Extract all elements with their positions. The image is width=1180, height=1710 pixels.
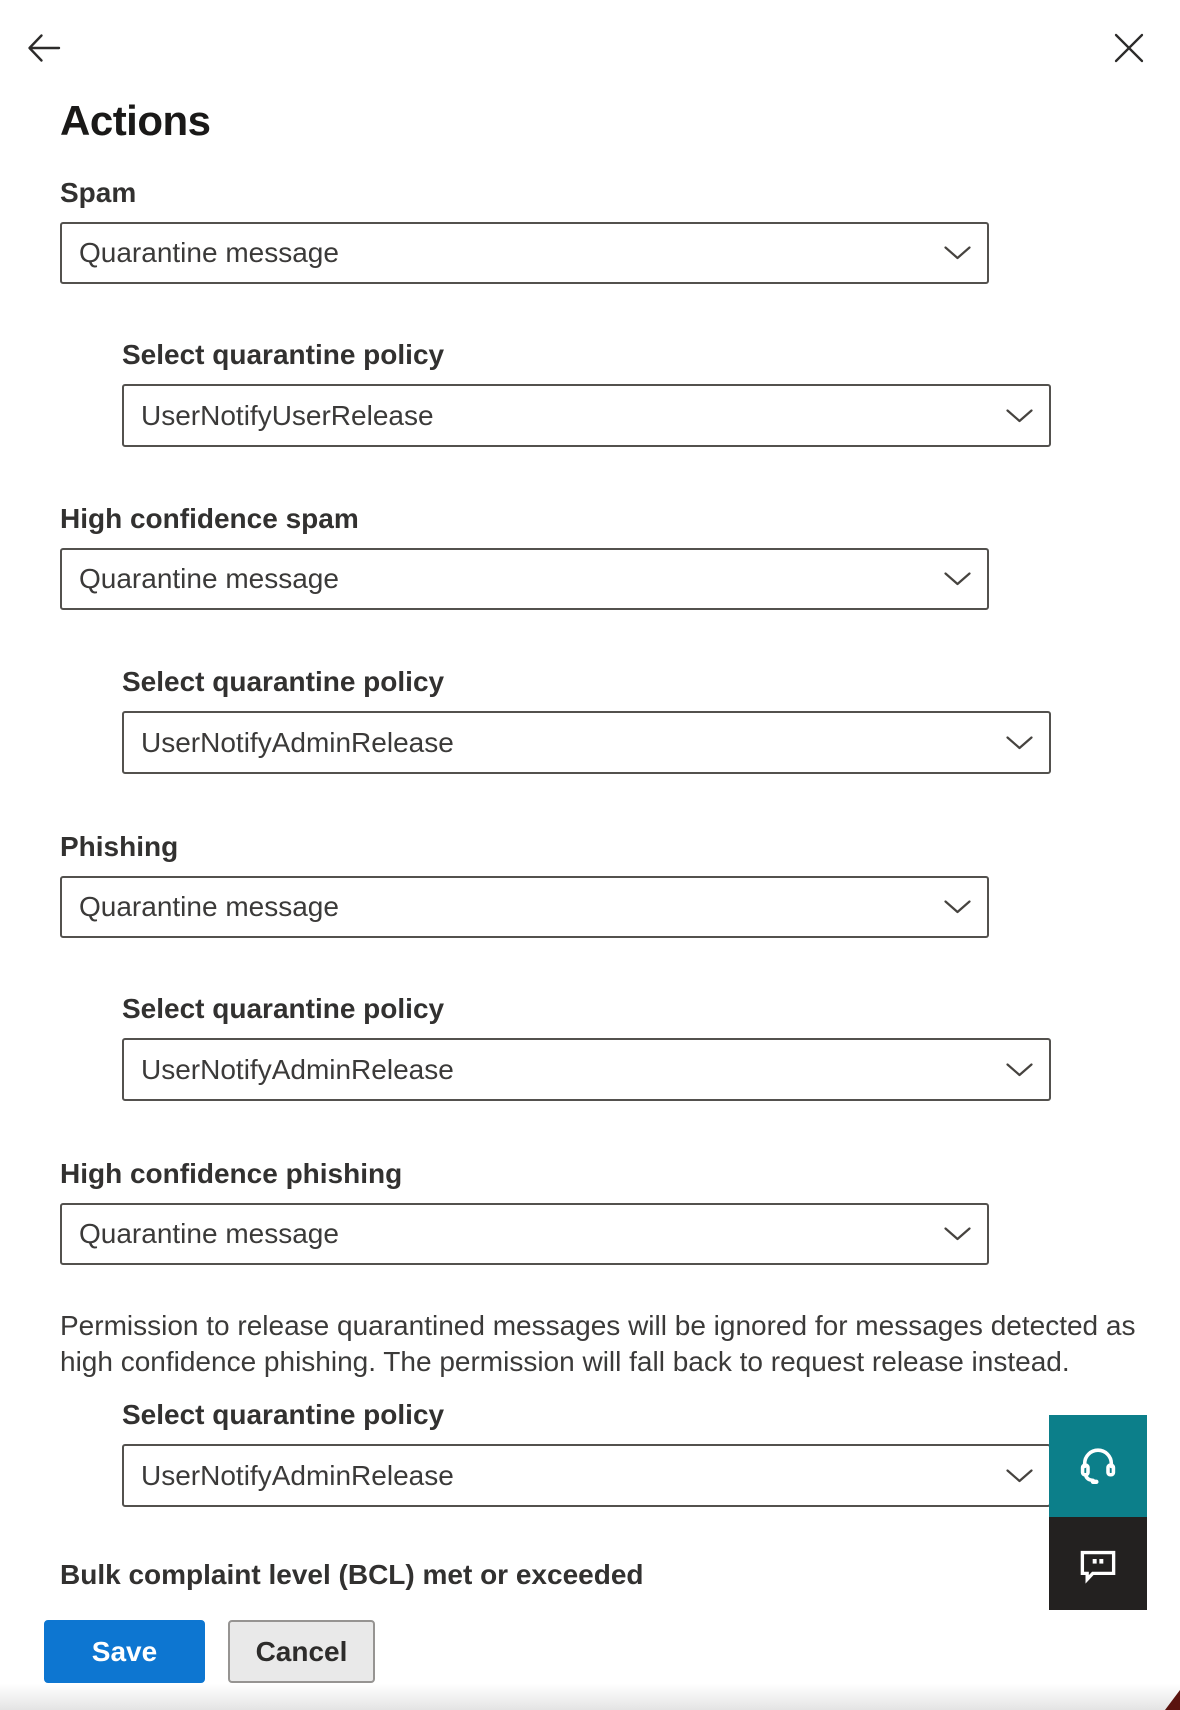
close-icon [1112, 53, 1146, 68]
cancel-button[interactable]: Cancel [228, 1620, 375, 1683]
high-confidence-spam-action-value: Quarantine message [79, 563, 339, 594]
spam-action-dropdown[interactable] [60, 222, 989, 284]
note-line-2: high confidence phishing. The permission will fall back to request release instead. [60, 1346, 1070, 1377]
high-confidence-spam-label: High confidence spam [60, 503, 359, 534]
feedback-chat-button[interactable] [1049, 1517, 1147, 1610]
phishing-policy-dropdown[interactable] [122, 1038, 1051, 1101]
phishing-policy-label: Select quarantine policy [122, 993, 445, 1024]
chevron-down-icon [1006, 409, 1033, 423]
spam-policy-value: UserNotifyUserRelease [141, 399, 434, 431]
high-confidence-spam-action-dropdown[interactable] [60, 548, 989, 610]
bulk-complaint-level-label: Bulk complaint level (BCL) met or exceeded [60, 1559, 644, 1590]
phishing-label: Phishing [60, 831, 179, 862]
spam-label: Spam [60, 177, 137, 208]
chevron-down-icon [944, 246, 971, 260]
spam-action-value: Quarantine message [79, 237, 339, 268]
high-confidence-phishing-label: High confidence phishing [60, 1158, 403, 1189]
save-button[interactable]: Save [44, 1620, 205, 1683]
help-contact-support-button[interactable] [1049, 1415, 1147, 1517]
spam-policy-dropdown[interactable] [122, 384, 1051, 447]
chevron-down-icon [1006, 736, 1033, 750]
phishing-action-dropdown[interactable] [60, 876, 989, 938]
back-arrow-icon [25, 55, 63, 70]
high-confidence-phishing-policy-value: UserNotifyAdminRelease [141, 1459, 454, 1491]
spam-policy-label: Select quarantine policy [122, 339, 445, 370]
chevron-down-icon [1006, 1063, 1033, 1077]
headset-icon [1073, 1441, 1123, 1491]
chevron-down-icon [944, 900, 971, 914]
note-line-1: Permission to release quarantined messages will be ignored for messages detected as [60, 1310, 1136, 1341]
high-confidence-phishing-note [60, 1308, 1135, 1380]
phishing-policy-value: UserNotifyAdminRelease [141, 1053, 454, 1085]
high-confidence-phishing-policy-label: Select quarantine policy [122, 1399, 445, 1430]
phishing-action-value: Quarantine message [79, 891, 339, 922]
close-button[interactable] [1112, 31, 1146, 65]
high-confidence-phishing-action-value: Quarantine message [79, 1218, 339, 1249]
footer-bar [0, 1596, 1180, 1710]
chevron-down-icon [944, 1227, 971, 1241]
high-confidence-phishing-action-dropdown[interactable] [60, 1203, 989, 1265]
back-button[interactable] [25, 29, 63, 67]
high-confidence-spam-policy-value: UserNotifyAdminRelease [141, 726, 454, 758]
chevron-down-icon [944, 572, 971, 586]
chevron-down-icon [1006, 1469, 1033, 1483]
page-title: Actions [60, 97, 211, 144]
high-confidence-phishing-policy-dropdown[interactable] [122, 1444, 1051, 1507]
high-confidence-spam-policy-dropdown[interactable] [122, 711, 1051, 774]
chat-bubble-icon [1073, 1539, 1123, 1589]
high-confidence-spam-policy-label: Select quarantine policy [122, 666, 445, 697]
